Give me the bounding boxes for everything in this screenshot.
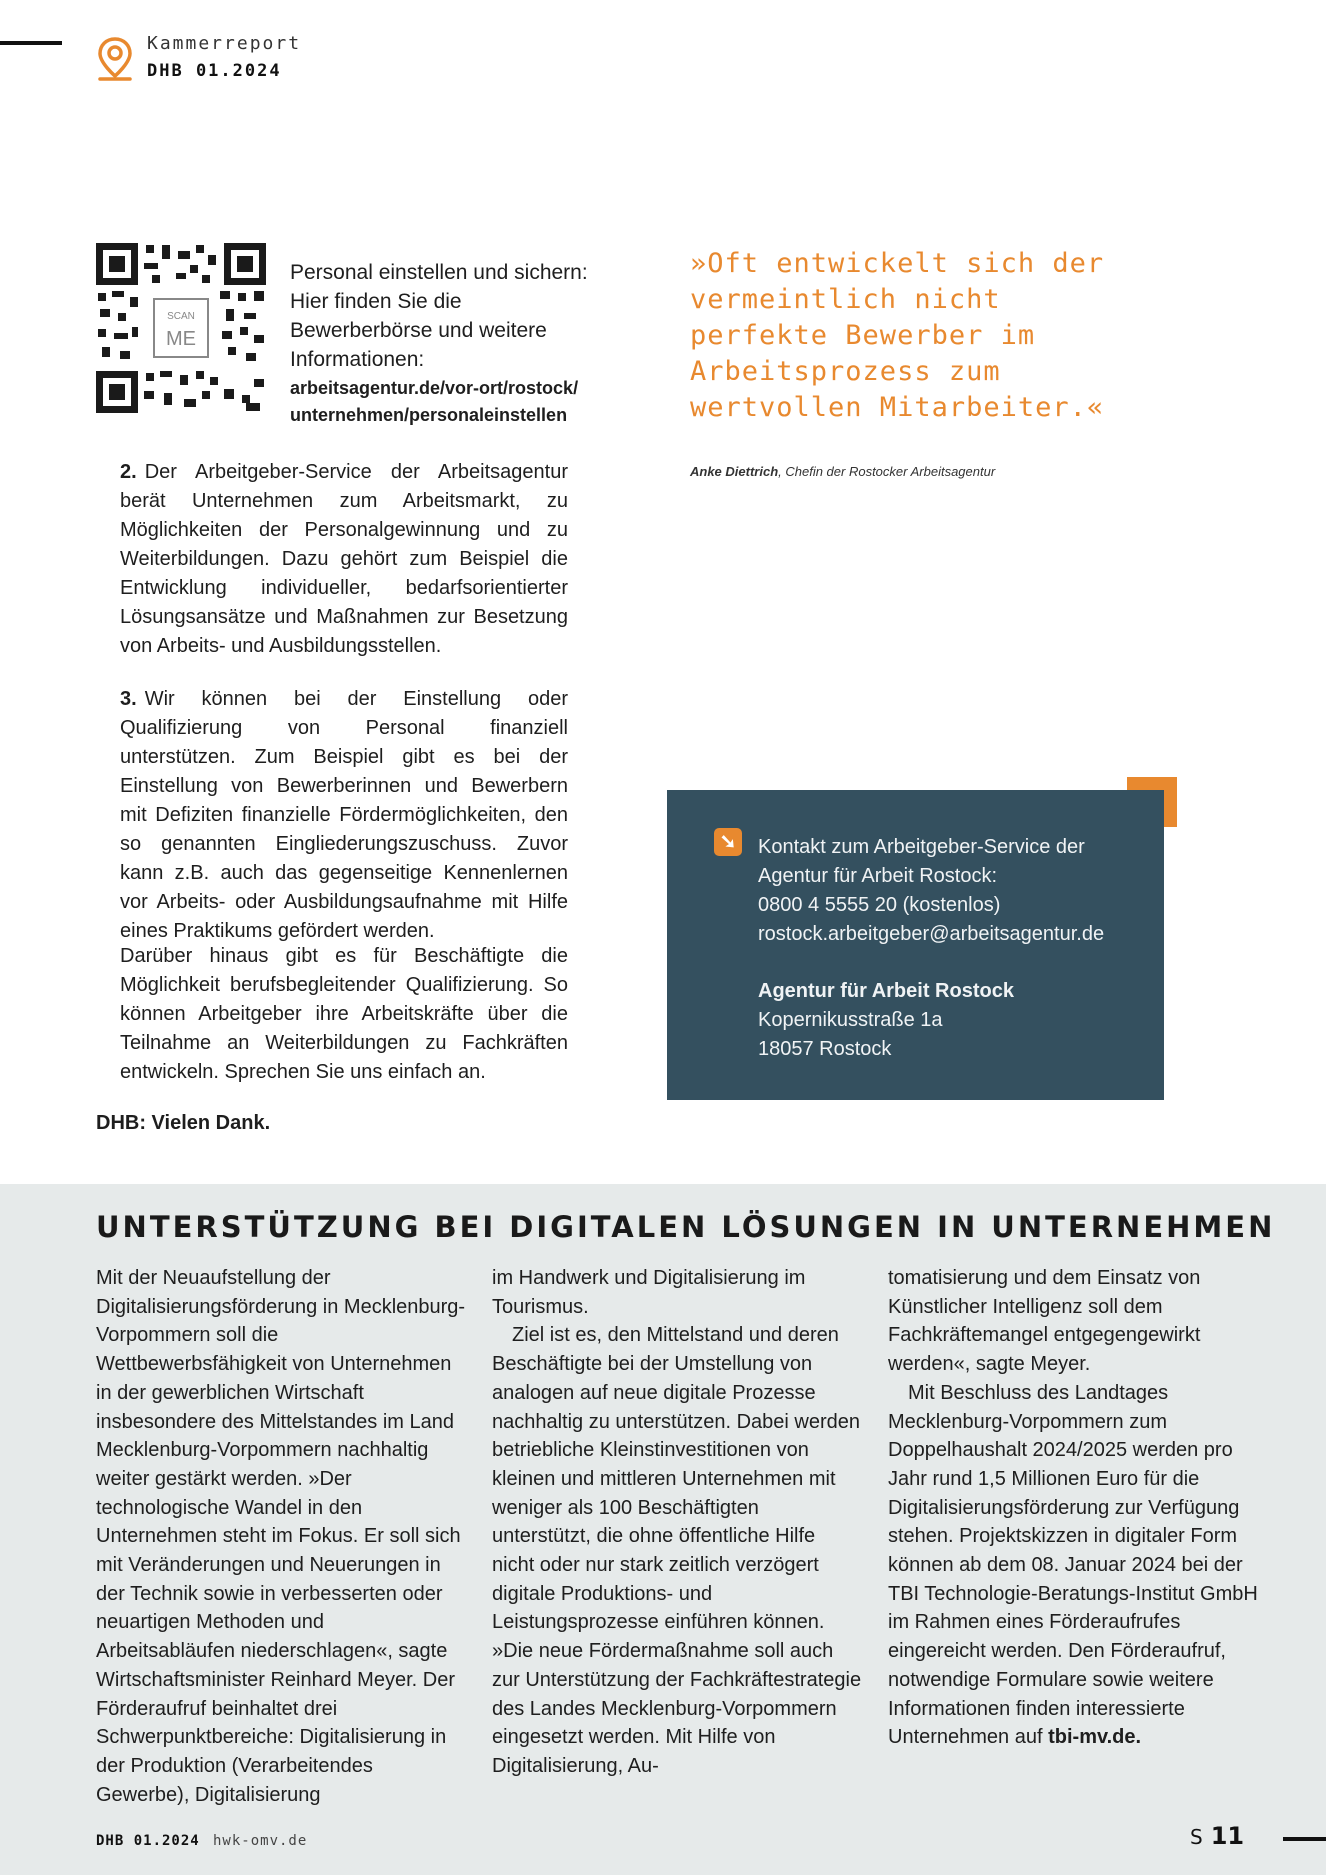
- page-number-value: 11: [1210, 1822, 1245, 1850]
- contact-city: 18057 Rostock: [758, 1038, 892, 1060]
- contact-line2: Agentur für Arbeit Rostock:: [758, 865, 998, 887]
- answer-2-number: 2.: [120, 461, 137, 483]
- pull-quote: »Oft entwickelt sich der vermeintlich nicht perfekte Bewerber im Arbeitsprozess zum wertvollen Mitarbeiter.«: [690, 248, 1105, 423]
- article-col1-text: Mit der Neuaufstellung der Digitalisierungsförderung in Mecklenburg-Vorpommern soll die Wettbewerbsfähigkeit von Unternehmen in der gewerblichen Wirtschaft insbesondere des Mittelstandes im Land Mecklenburg-Vorpommern nachhaltig weiter gestärkt werden. »Der technologische Wandel in den Unternehmen steht im Fokus. Er soll sich mit Veränderungen und Neuerungen in der Technik sowie in verbesserten oder neuartigen Methoden und Arbeitsabläufen niederschlagen«, sagte Wirtschaftsminister Reinhard Meyer. Der Förderaufruf beinhaltet drei Schwerpunktbereiche: Digitalisierung in der Produktion (Verarbeitendes Gewerbe), Digitalisierung: [96, 1267, 466, 1806]
- article-col3-text-a: tomatisierung und dem Einsatz von Künstlicher Intelligenz soll dem Fachkräftemangel entgegengewirkt werden«, sagte Meyer.: [888, 1267, 1201, 1376]
- header-issue: DHB 01.2024: [147, 61, 282, 81]
- answer-3-number: 3.: [120, 688, 137, 710]
- qr-intro: Personal einstellen und sichern: Hier finden Sie die Bewerberbörse und weitere Informationen:: [290, 261, 588, 371]
- page-number: [1190, 1822, 1244, 1850]
- footer-site[interactable]: hwk-omv.de: [213, 1833, 308, 1849]
- answer-2-text: Der Arbeitgeber-Service der Arbeitsagentur berät Unternehmen zum Arbeitsmarkt, zu Möglichkeiten der Personalgewinnung und zu Weiterbildungen. Dazu gehört zum Beispiel die Entwicklung individueller, bedarfsorientierter Lösungsansätze und Maßnahmen zur Besetzung von Arbeits- und Ausbildungsstellen.: [120, 461, 568, 657]
- contact-phone[interactable]: 0800 4 5555 20 (kostenlos): [758, 894, 1001, 916]
- answer-3-text: Wir können bei der Einstellung oder Qualifizierung von Personal finanziell unterstützen. Zum Beispiel gibt es bei der Einstellung von Bewerberinnen und Bewerbern mit Defiziten finanzielle Fördermöglichkeiten, den so genannten Eingliederungszuschuss. Zuvor kann z.B. auch das gegenseitige Kennenlernen vor Arbeits- oder Ausbildungsaufnahme mit Hilfe eines Praktikums gefördert werden.: [120, 688, 568, 942]
- contact-details: [758, 833, 1148, 1064]
- header-title: Kammerreport: [147, 33, 302, 54]
- contact-org: Agentur für Arbeit Rostock: [758, 980, 1014, 1002]
- article-link[interactable]: tbi-mv.de.: [1048, 1726, 1142, 1749]
- article-col3-text-b-wrap: [888, 1379, 1258, 1752]
- article-col2-text-b: Ziel ist es, den Mittelstand und deren Beschäftigte bei der Umstellung von analogen auf neue digitale Prozesse nachhaltig zu unterstützen. Dabei werden betriebliche Kleinstinvestitionen von kleinen und mittleren Unternehmen mit weniger als 100 Beschäftigten unterstützt, die ohne öffentliche Hilfe nicht oder nur stark zeitlich verzögert digitale Produktions- und Leistungsprozesse einführen können. »Die neue Fördermaßnahme soll auch zur Unterstützung der Fachkräftestrategie des Landes Mecklenburg-Vorpommern eingesetzt werden. Mit Hilfe von Digitalisierung, Au-: [492, 1324, 862, 1777]
- article-col2-text-a: im Handwerk und Digitalisierung im Tourismus.: [492, 1267, 806, 1318]
- contact-line1: Kontakt zum Arbeitgeber-Service der: [758, 836, 1085, 858]
- article-column-3: [888, 1264, 1258, 1752]
- qr-code[interactable]: [96, 243, 266, 413]
- contact-street: Kopernikusstraße 1a: [758, 1009, 943, 1031]
- quote-attribution: [690, 464, 995, 479]
- quote-author: Anke Diettrich: [690, 464, 779, 479]
- qr-link-line1[interactable]: arbeitsagentur.de/vor-ort/rostock/: [290, 378, 579, 398]
- bottom-rule: [1283, 1837, 1326, 1841]
- article-column-1: [96, 1264, 466, 1809]
- answer-3: [120, 685, 568, 946]
- contact-spacer: [758, 949, 1148, 977]
- article-col3-text-b: Mit Beschluss des Landtages Mecklenburg-Vorpommern zum Doppelhaushalt 2024/2025 werden pro Jahr rund 1,5 Millionen Euro für die Digitalisierungsförderung zur Verfügung stehen. Projektskizzen in digitaler Form können ab dem 08. Januar 2024 bei der TBI Technologie-Beratungs-Institut GmbH im Rahmen eines Förderaufrufes eingereicht werden. Den Förderaufruf, notwendige Formulare sowie weitere Informationen finden interessierte Unternehmen auf: [888, 1381, 1258, 1749]
- arrow-right-icon: ➘: [714, 828, 742, 856]
- footer-issue: DHB 01.2024: [96, 1833, 200, 1849]
- page-prefix: S: [1190, 1825, 1203, 1849]
- qr-scan-label: SCAN: [167, 311, 195, 322]
- answer-2: [120, 458, 568, 661]
- location-pin-icon: [96, 36, 134, 82]
- contact-email[interactable]: rostock.arbeitgeber@arbeitsagentur.de: [758, 923, 1105, 945]
- qr-me-label: ME: [166, 328, 196, 350]
- interview-closing: DHB: Vielen Dank.: [96, 1112, 271, 1134]
- top-rule: [0, 41, 62, 45]
- article-column-2: [492, 1264, 862, 1781]
- answer-3-continued: Darüber hinaus gibt es für Beschäftigte die Möglichkeit berufsbegleitender Qualifizierung. So können Arbeitgeber ihre Arbeitskräfte über die Teilnahme an Weiterbildungen zu Fachkräften entwickeln. Sprechen Sie uns einfach an.: [120, 945, 568, 1083]
- qr-link-line2[interactable]: unternehmen/personaleinstellen: [290, 405, 568, 425]
- quote-role: , Chefin der Rostocker Arbeitsagentur: [778, 464, 996, 479]
- article-title: UNTERSTÜTZUNG BEI DIGITALEN LÖSUNGEN IN UNTERNEHMEN: [96, 1210, 1276, 1244]
- qr-description: [290, 258, 590, 430]
